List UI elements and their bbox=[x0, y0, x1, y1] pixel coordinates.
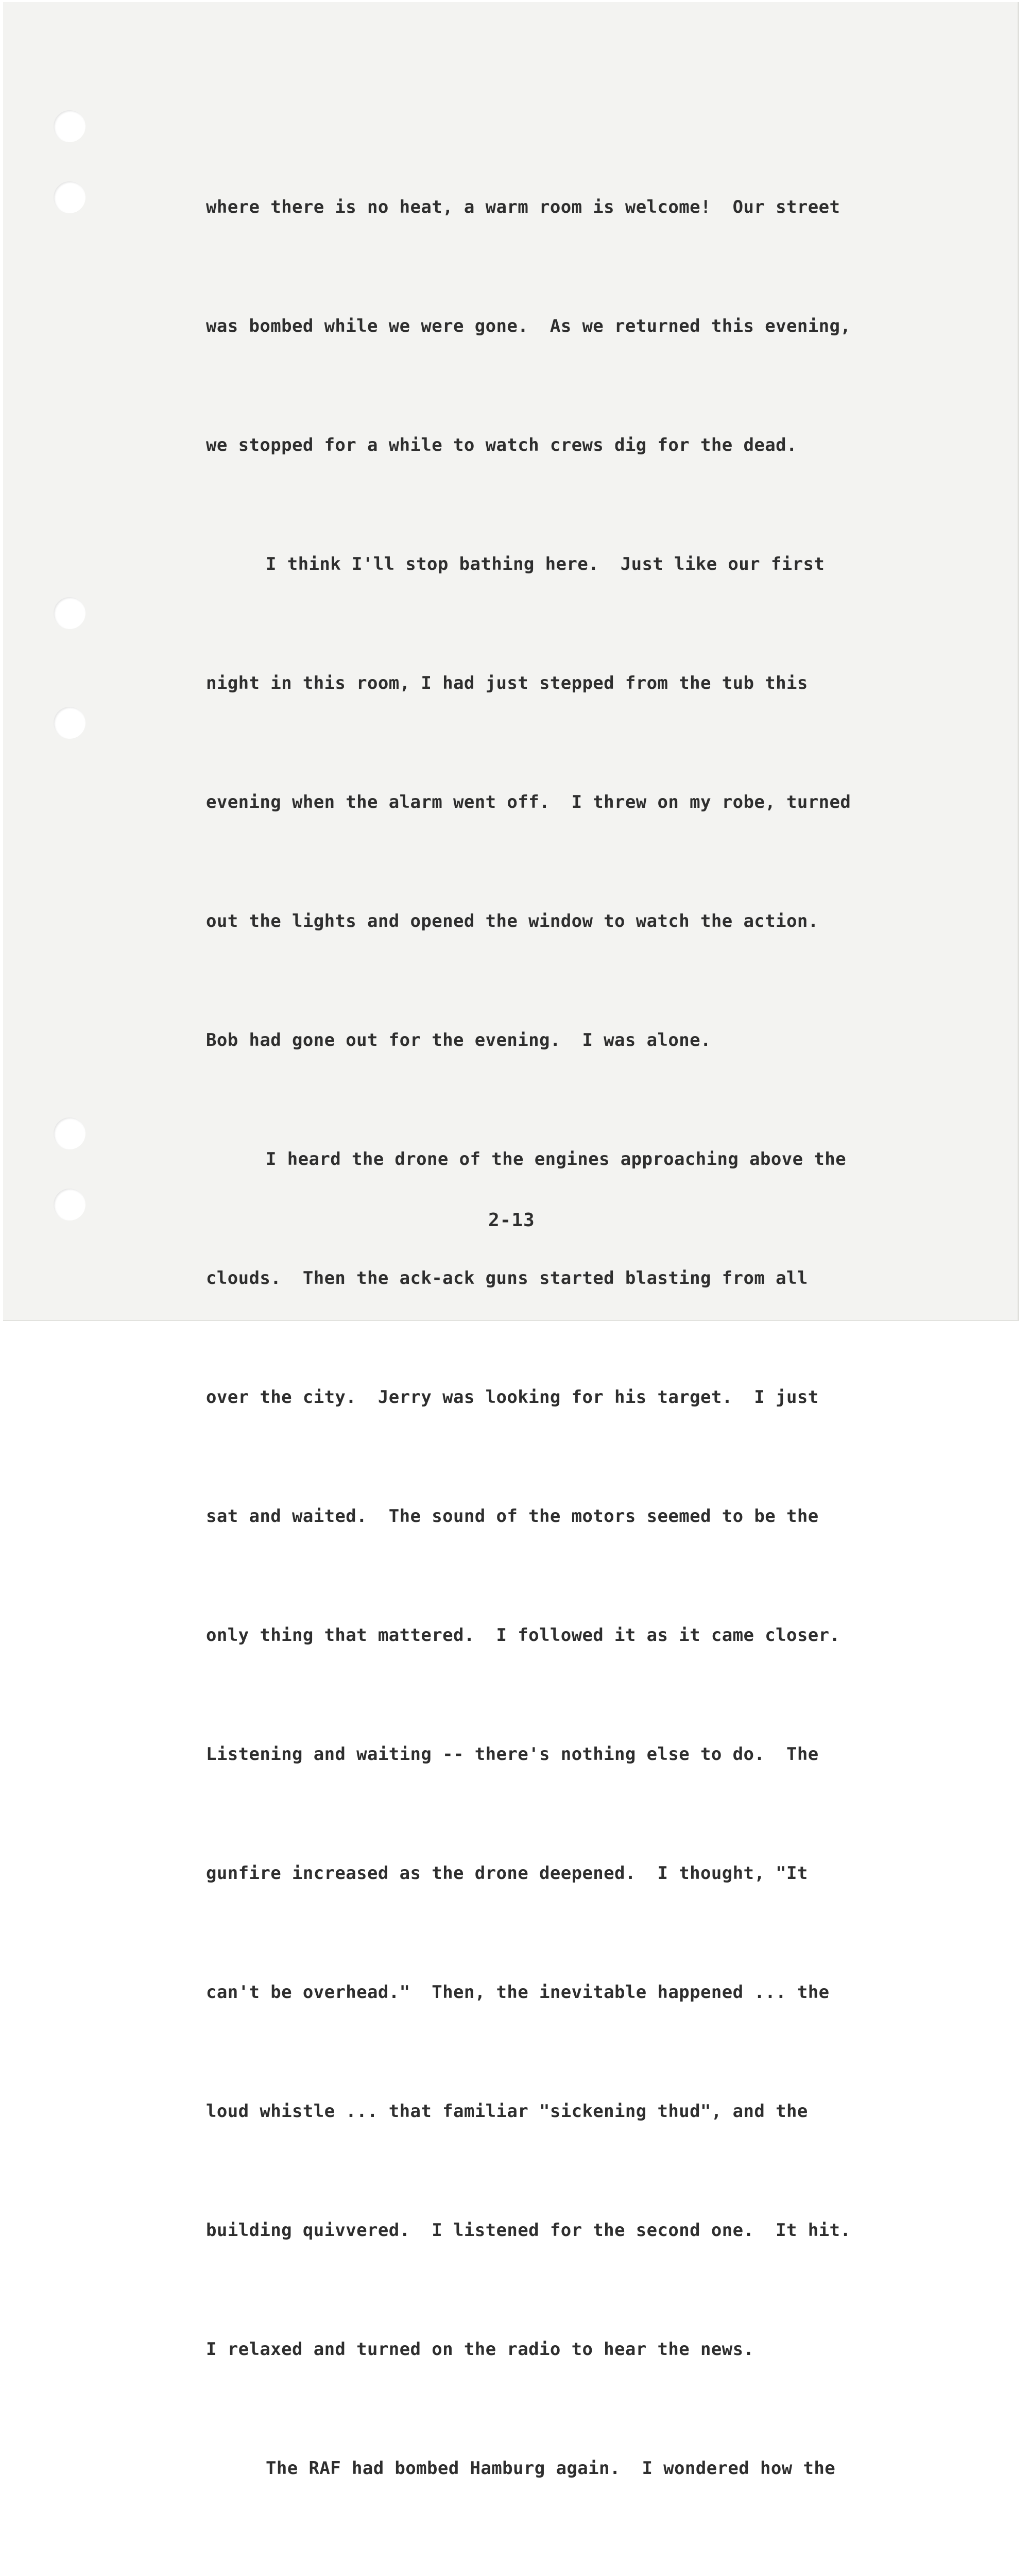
text-line: loud whistle ... that familiar "sickening thud", and the bbox=[206, 2101, 808, 2122]
binder-hole-3 bbox=[54, 597, 85, 629]
text-line: out the lights and opened the window to watch the action. bbox=[206, 911, 819, 931]
text-line: we stopped for a while to watch crews dig for the dead. bbox=[206, 435, 797, 455]
text-line: Listening and waiting -- there's nothing else to do. The bbox=[206, 1744, 819, 1765]
text-line: night in this room, I had just stepped from the tub this bbox=[206, 673, 808, 693]
text-line: I relaxed and turned on the radio to hear the news. bbox=[206, 2339, 754, 2360]
text-line: gunfire increased as the drone deepened. I thought, "It bbox=[206, 1863, 808, 1884]
text-line: was bombed while we were gone. As we returned this evening, bbox=[206, 316, 851, 336]
text-line: where there is no heat, a warm room is welcome! Our street bbox=[206, 197, 840, 217]
binder-hole-1 bbox=[54, 110, 85, 142]
text-line: sat and waited. The sound of the motors seemed to be the bbox=[206, 1506, 819, 1527]
binder-hole-4 bbox=[54, 707, 85, 739]
text-line: only thing that mattered. I followed it as it came closer. bbox=[206, 1625, 840, 1646]
text-line: evening when the alarm went off. I threw on my robe, turned bbox=[206, 792, 851, 812]
text-line: I heard the drone of the engines approaching above the bbox=[266, 1149, 846, 1170]
text-line: The RAF had bombed Hamburg again. I wondered how the bbox=[266, 2458, 836, 2479]
page-number: 2-13 bbox=[488, 1210, 535, 1231]
body-text bbox=[206, 108, 968, 2576]
binder-hole-6 bbox=[54, 1189, 85, 1221]
text-line: can't be overhead." Then, the inevitable happened ... the bbox=[206, 1982, 830, 2003]
text-line: over the city. Jerry was looking for his target. I just bbox=[206, 1387, 819, 1408]
text-line: I think I'll stop bathing here. Just like our first bbox=[266, 554, 825, 574]
text-line: building quivvered. I listened for the second one. It hit. bbox=[206, 2220, 851, 2241]
binder-hole-2 bbox=[54, 181, 85, 213]
binder-hole-5 bbox=[54, 1117, 85, 1149]
text-line: clouds. Then the ack-ack guns started blasting from all bbox=[206, 1268, 808, 1289]
text-line-with-underline bbox=[206, 2568, 968, 2576]
text-line: Bob had gone out for the evening. I was alone. bbox=[206, 1030, 711, 1050]
